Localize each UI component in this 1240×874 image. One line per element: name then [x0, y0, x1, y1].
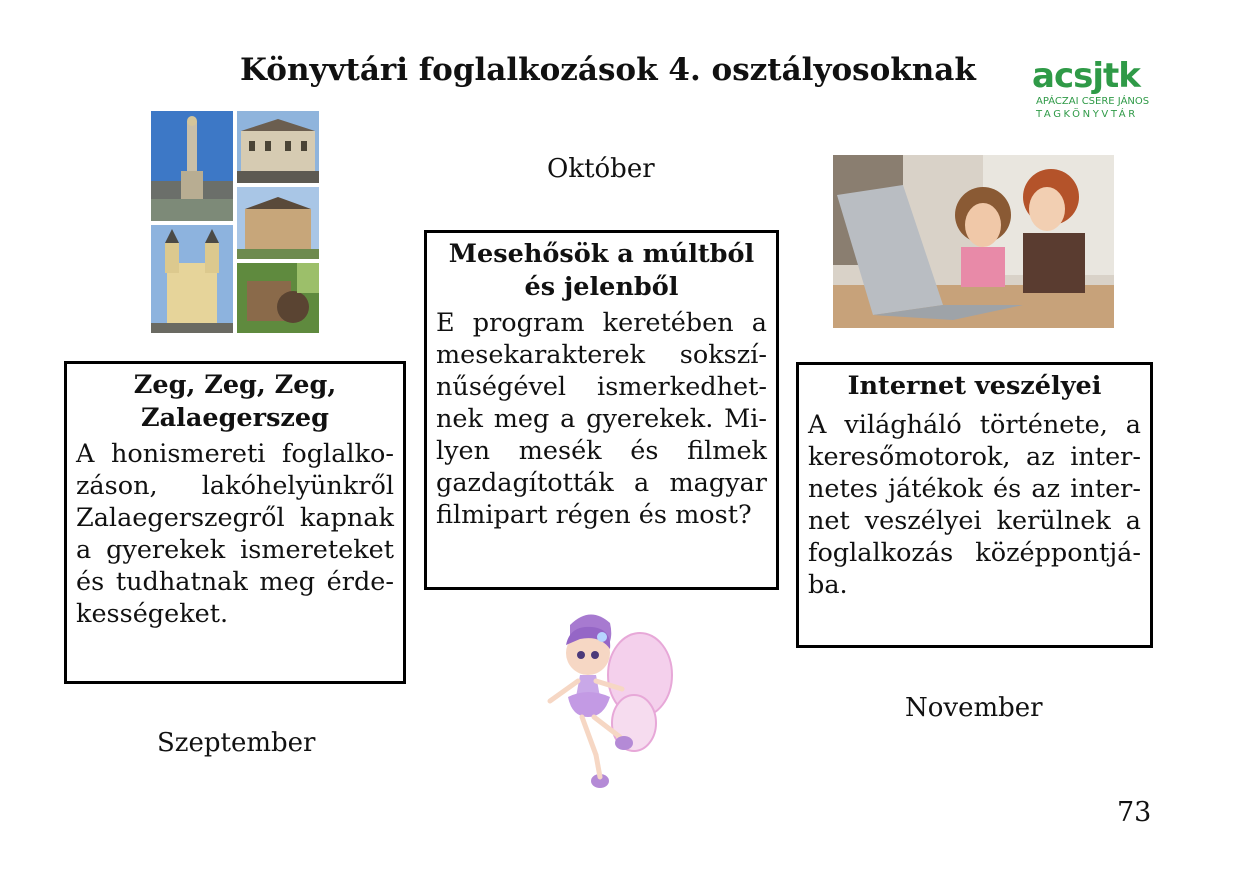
- logo-wordmark: acsjtk: [1032, 56, 1140, 96]
- october-program-description: E program keretében a mesekarakterek sokszínűségével ismerkedhetnek meg a gyerekek. Milyen mesék és filmek gazdagították a magyar filmipart régen és most?: [436, 308, 767, 530]
- september-program-box: [64, 361, 406, 684]
- library-logo: [1030, 56, 1160, 126]
- watermill-photo: [237, 263, 319, 333]
- month-label-october: Október: [547, 154, 655, 184]
- november-program-box: [796, 362, 1153, 648]
- church-photo: [151, 225, 233, 333]
- building-photo: [237, 187, 319, 259]
- november-program-description: A világháló története, a keresőmotorok, az internetes játékok és az internet veszélyei kerülnek a foglalkozás középpontjába.: [808, 410, 1141, 600]
- november-program-heading: Internet veszélyei: [847, 371, 1102, 401]
- page-title: Könyvtári foglalkozások 4. osztályosoknak: [240, 52, 976, 88]
- month-label-september: Szeptember: [157, 728, 316, 758]
- logo-subtitle-line1: APÁCZAI CSERE JÁNOS: [1036, 96, 1150, 107]
- october-program-box: [424, 230, 779, 590]
- zalaegerszeg-photo-collage: [151, 111, 319, 333]
- town-hall-photo: [237, 111, 319, 183]
- october-program-heading: Mesehősök a múltból és jelenből: [448, 239, 755, 302]
- statue-photo: [151, 111, 233, 221]
- logo-subtitle-line2: TAGKÖNYVTÁR: [1036, 109, 1138, 120]
- fairy-illustration: [530, 605, 680, 800]
- children-laptop-photo: [833, 155, 1114, 328]
- september-program-heading: Zeg, Zeg, Zeg, Zalaegerszeg: [133, 370, 337, 433]
- september-program-description: A honismereti foglalkozáson, lakóhelyünkről Zalaegerszegről kapnak a gyerekek ismereteket és tudhatnak meg érdekességeket.: [76, 439, 394, 629]
- month-label-november: November: [905, 693, 1043, 723]
- page-number: 73: [1117, 797, 1152, 828]
